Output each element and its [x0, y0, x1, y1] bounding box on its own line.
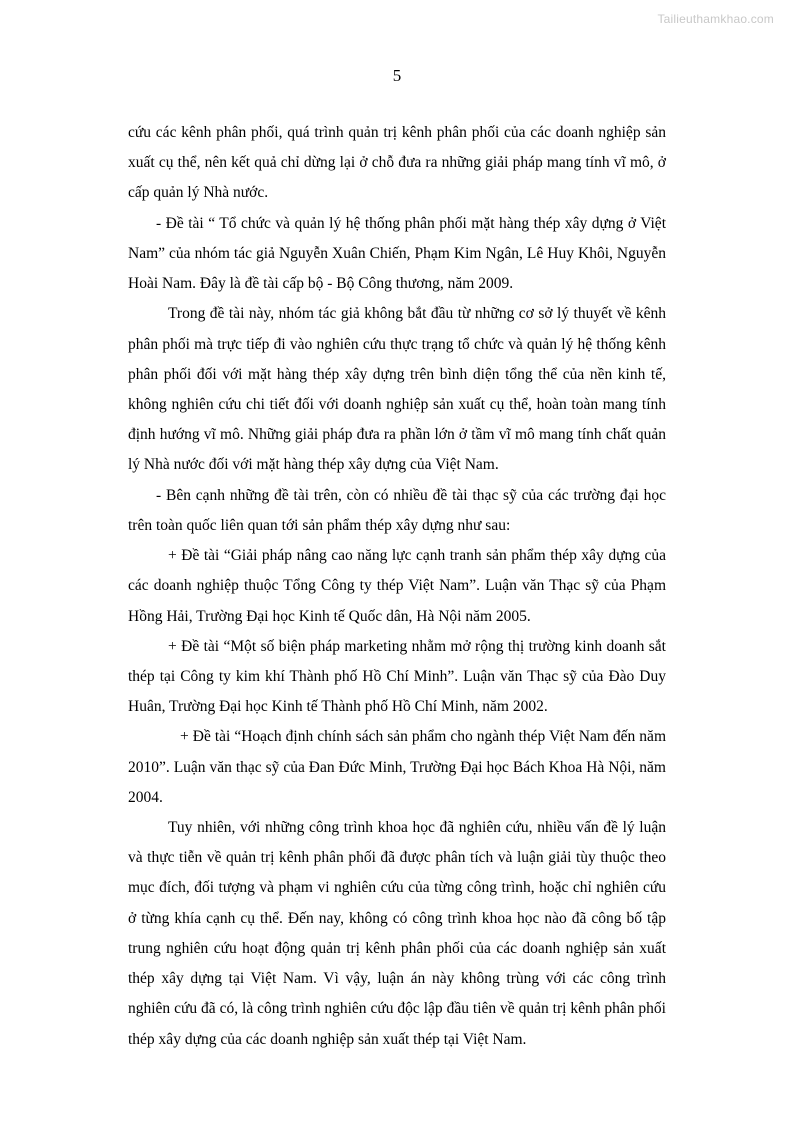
body-paragraph: + Đề tài “Hoạch định chính sách sản phẩm cho ngành thép Việt Nam đến năm 2010”. Luận văn thạc sỹ của Đan Đức Minh, Trường Đại học Bách Khoa Hà Nội, năm 2004. [128, 728, 666, 806]
page-number: 5 [392, 66, 402, 85]
body-paragraph: Trong đề tài này, nhóm tác giả không bắt đầu từ những cơ sở lý thuyết về kênh phân phối mà trực tiếp đi vào nghiên cứu thực trạng tổ chức và quản lý hệ thống kênh phân phối đối với mặt hàng thép xây dựng trên bình diện tổng thể của nền kinh tế, không nghiên cứu chi tiết đối với doanh nghiệp sản xuất cụ thể, hoàn toàn mang tính định hướng vĩ mô. Những giải pháp đưa ra phần lớn ở tầm vĩ mô mang tính chất quản lý Nhà nước đối với mặt hàng thép xây dựng của Việt Nam. [128, 305, 666, 474]
body-paragraph: - Bên cạnh những đề tài trên, còn có nhiều đề tài thạc sỹ của các trường đại học trên toàn quốc liên quan tới sản phẩm thép xây dựng như sau: [128, 486, 666, 534]
body-paragraph: + Đề tài “Một số biện pháp marketing nhằm mở rộng thị trường kinh doanh sắt thép tại Công ty kim khí Thành phố Hồ Chí Minh”. Luận văn Thạc sỹ của Đào Duy Huân, Trường Đại học Kinh tế Thành phố Hồ Chí Minh, năm 2002. [128, 637, 666, 716]
body-paragraph: - Đề tài “ Tổ chức và quản lý hệ thống phân phối mặt hàng thép xây dựng ở Việt Nam” của nhóm tác giả Nguyễn Xuân Chiến, Phạm Kim Ngân, Lê Huy Khôi, Nguyễn Hoài Nam. Đây là đề tài cấp bộ - Bộ Công thương, năm 2009. [128, 214, 666, 293]
watermark-text: Tailieuthamkhao.com [657, 12, 774, 26]
body-paragraph: cứu các kênh phân phối, quá trình quản trị kênh phân phối của các doanh nghiệp sản xuất cụ thể, nên kết quả chỉ dừng lại ở chỗ đưa ra những giải pháp mang tính vĩ mô, ở cấp quản lý Nhà nước. [128, 124, 666, 202]
document-body [128, 118, 666, 1055]
body-paragraph: + Đề tài “Giải pháp nâng cao năng lực cạnh tranh sản phẩm thép xây dựng của các doanh nghiệp thuộc Tổng Công ty thép Việt Nam”. Luận văn Thạc sỹ của Phạm Hồng Hải, Trường Đại học Kinh tế Quốc dân, Hà Nội năm 2005. [128, 547, 666, 625]
body-paragraph: Tuy nhiên, với những công trình khoa học đã nghiên cứu, nhiều vấn đề lý luận và thực tiễn về quản trị kênh phân phối đã được phân tích và luận giải tùy thuộc theo mục đích, đối tượng và phạm vi nghiên cứu của từng công trình, hoặc chỉ nghiên cứu ở từng khía cạnh cụ thể. Đến nay, không có công trình khoa học nào đã công bố tập trung nghiên cứu hoạt động quản trị kênh phân phối của các doanh nghiệp sản xuất thép xây dựng tại Việt Nam. Vì vậy, luận án này không trùng với các công trình nghiên cứu đã có, là công trình nghiên cứu độc lập đầu tiên về quản trị kênh phân phối thép xây dựng của các doanh nghiệp sản xuất thép tại Việt Nam. [128, 819, 666, 1048]
